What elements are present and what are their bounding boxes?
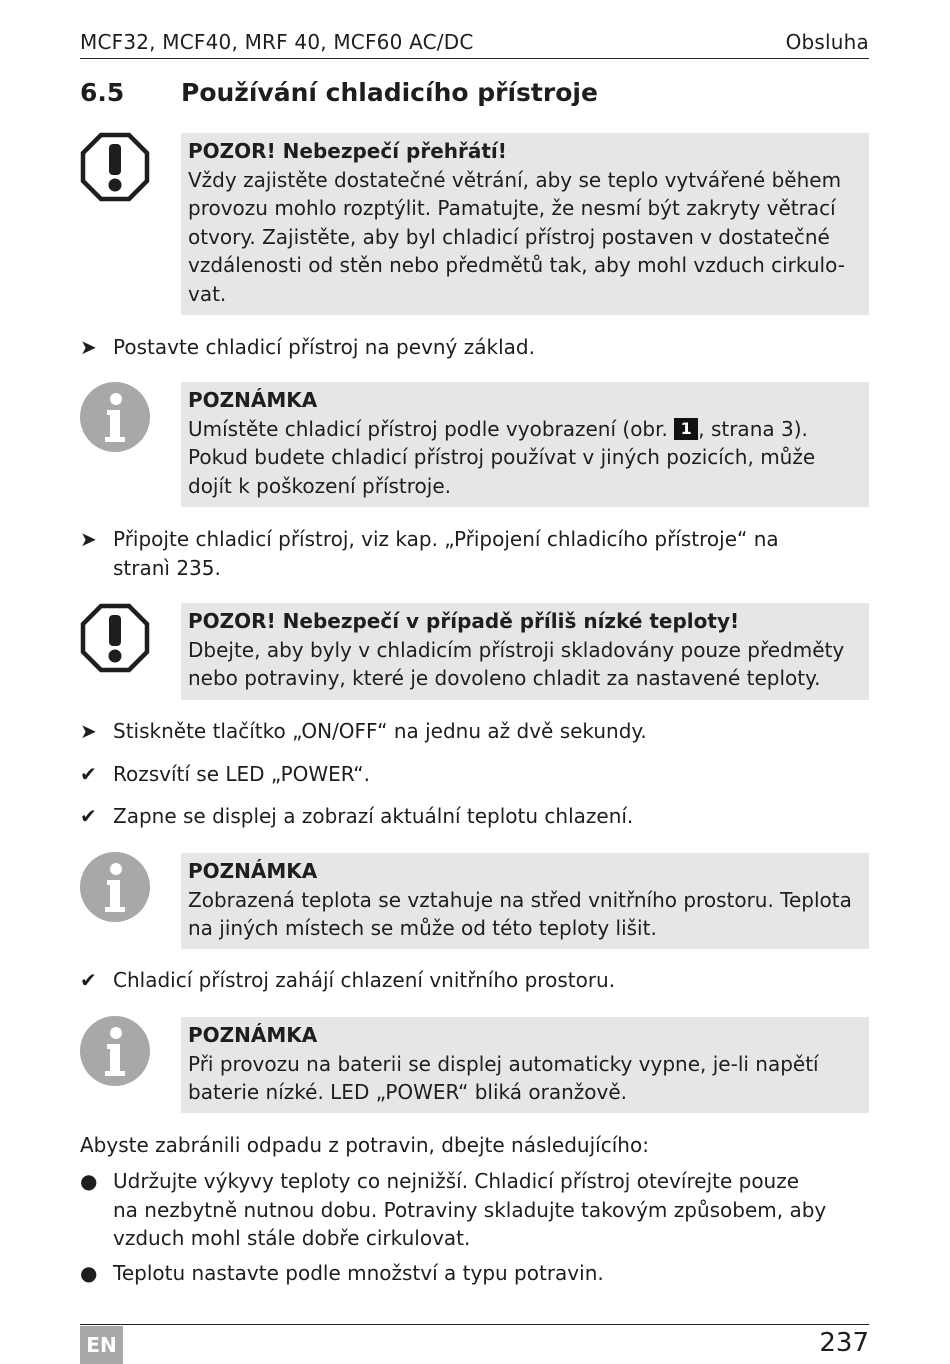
warning-box-low-temperature (181, 603, 869, 700)
list-text: na nezbytně nutnou dobu. Potraviny skladujte takovým způsobem, aby (113, 1197, 827, 1222)
note-text: Umístěte chladicí přístroj podle vyobrazení (obr. (188, 416, 675, 441)
warning-box-overheat (181, 133, 869, 315)
instruction-step (80, 333, 869, 362)
info-icon (80, 852, 150, 922)
step-text: stranì 235. (113, 555, 221, 580)
arrow-bullet-icon: ➤ (80, 335, 97, 359)
checkmark-icon: ✔ (80, 804, 97, 828)
note-line: na jiných místech se může od této teploty lišit. (188, 916, 657, 940)
list-text: Teplotu nastavte podle množství a typu potravin. (113, 1261, 604, 1285)
note-box-battery (181, 1017, 869, 1113)
list-text: Udržujte výkyvy teploty co nejnižší. Chladicí přístroj otevírejte pouze (113, 1169, 800, 1193)
note-line: Zobrazená teplota se vztahuje na střed vnitřního prostoru. Teplota (188, 887, 852, 912)
step-text: Připojte chladicí přístroj, viz kap. „Připojení chladicího přístroje“ na (113, 527, 779, 551)
result-item (80, 760, 869, 789)
note-line: baterie nízké. LED „POWER“ bliká oranžově. (188, 1080, 627, 1104)
list-text: vzduch mohl stále dobře cirkulovat. (113, 1226, 471, 1250)
note-box-temperature (181, 853, 869, 949)
page-number: 237 (819, 1328, 869, 1358)
result-text: Zapne se displej a zobrazí aktuální teplotu chlazení. (113, 804, 634, 828)
language-badge: EN (80, 1326, 123, 1364)
header-model-list: MCF32, MCF40, MRF 40, MCF60 AC/DC (80, 30, 474, 54)
warning-title: POZOR! Nebezpečí v případě příliš nízké teploty! (188, 609, 740, 633)
warning-line: otvory. Zajistěte, aby byl chladicí přístroj postaven v dostatečné (188, 224, 830, 249)
warning-line: vzdálenosti od stěn nebo předmětů tak, aby mohl vzduch cirkulo- (188, 253, 845, 277)
warning-line: Dbejte, aby byly v chladicím přístroji skladovány pouze předměty (188, 637, 845, 662)
step-text: Stiskněte tlačítko „ON/OFF“ na jednu až dvě sekundy. (113, 719, 647, 743)
list-item (80, 1259, 869, 1288)
note-line (188, 415, 863, 444)
note-title: POZNÁMKA (188, 388, 318, 412)
step-text: Postavte chladicí přístroj na pevný základ. (113, 335, 535, 359)
section-number: 6.5 (80, 78, 125, 107)
arrow-bullet-icon: ➤ (80, 527, 97, 551)
checkmark-icon: ✔ (80, 762, 97, 786)
warning-title: POZOR! Nebezpečí přehřátí! (188, 139, 507, 163)
result-item (80, 966, 869, 995)
info-icon (80, 382, 150, 452)
footer-divider (80, 1324, 869, 1325)
note-title: POZNÁMKA (188, 859, 318, 883)
note-line: Pokud budete chladicí přístroj používat v jiných pozicích, může (188, 445, 816, 469)
warning-line: provozu mohlo rozptýlit. Pamatujte, že nesmí být zakryty větrací (188, 196, 836, 220)
note-text: , strana 3). (698, 416, 808, 441)
instruction-step (80, 525, 869, 582)
note-line: Při provozu na baterii se displej automaticky vypne, je-li napětí (188, 1051, 819, 1076)
note-box-placement (181, 382, 869, 507)
arrow-bullet-icon: ➤ (80, 719, 97, 743)
list-item (80, 1167, 869, 1253)
result-text: Chladicí přístroj zahájí chlazení vnitřního prostoru. (113, 968, 616, 992)
warning-octagon-icon (80, 603, 150, 673)
section-title: Používání chladicího přístroje (181, 78, 598, 107)
warning-octagon-icon (80, 132, 150, 202)
result-text: Rozsvítí se LED „POWER“. (113, 762, 370, 786)
checkmark-icon: ✔ (80, 968, 97, 992)
info-icon (80, 1016, 150, 1086)
bullet-dot-icon: ● (80, 1169, 98, 1193)
warning-line: vat. (188, 281, 227, 306)
intro-paragraph: Abyste zabránili odpadu z potravin, dbejte následujícího: (80, 1133, 649, 1157)
result-item (80, 802, 869, 831)
page-header (80, 30, 869, 59)
warning-line: nebo potraviny, které je dovoleno chladit za nastavené teploty. (188, 666, 821, 690)
note-title: POZNÁMKA (188, 1023, 318, 1047)
warning-line: Vždy zajistěte dostatečné větrání, aby se teplo vytvářené během (188, 167, 842, 192)
bullet-dot-icon: ● (80, 1261, 98, 1285)
instruction-step (80, 717, 869, 746)
header-chapter: Obsluha (785, 30, 869, 54)
note-line: dojít k poškození přístroje. (188, 473, 452, 498)
figure-ref-badge: 1 (674, 418, 698, 440)
